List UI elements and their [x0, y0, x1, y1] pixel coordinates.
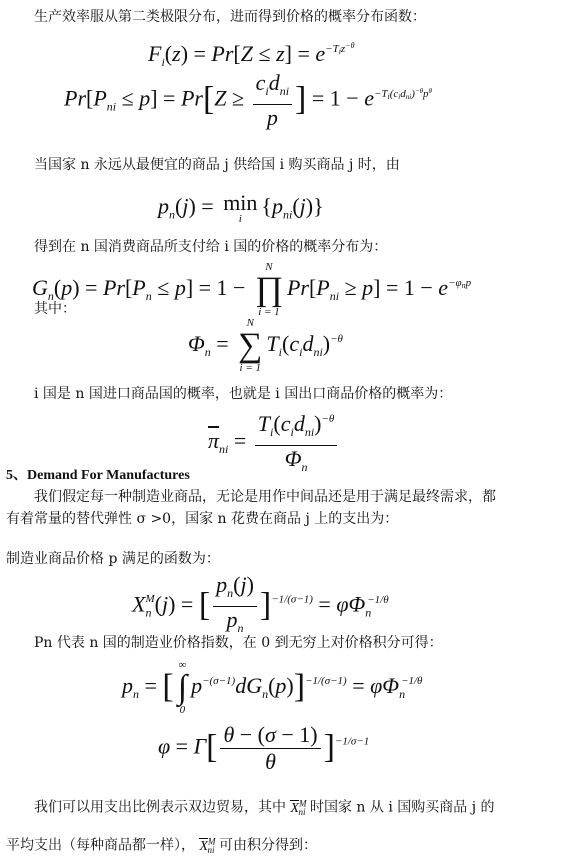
equation-Phi: $\Phi_n$ = N ∑ i = 1 $T_i(c_id_{ni})^{-\theta}$	[188, 317, 343, 374]
paragraph-line: Pn 代表 n 国的制造业价格指数，在 0 到无穷上对价格积分可得：	[34, 635, 443, 651]
equation-cdf-productivity: $F_i(z) = Pr[Z \le z] = e^{-T_iz^{-\theta}}$	[148, 41, 355, 69]
paragraph-line	[6, 832, 317, 859]
section-heading: 5、Demand For Manufactures	[6, 468, 190, 483]
equation-pi: $\overline{\pi}_{ni}$ = $\frac{T_i(c_id_{ni})^{-\theta}}{\Phi_n}$	[208, 406, 340, 480]
text-run: 时国家 n 从 i 国购买商品 j 的	[309, 799, 495, 816]
paragraph-line: 有着常量的替代弹性 σ >0，国家 n 花费在商品 j 上的支出为：	[6, 511, 399, 527]
text-run: 平均支出（每种商品都一样），	[6, 837, 195, 854]
symbol-xbar: $X^M_{ni}$	[199, 836, 216, 856]
text-run: 可由积分得到：	[218, 837, 317, 854]
paragraph-line: 当国家 n 永远从最便宜的商品 j 供给国 i 购买商品 j 时，由	[34, 157, 400, 173]
paragraph-line: 得到在 n 国消费商品所支付给 i 国的价格的概率分布为：	[34, 239, 388, 255]
equation-varphi: φ = Γ[ $\frac{\theta - (\sigma - 1)}{\theta}$ ]$^{-1/\sigma-1}$	[158, 722, 370, 774]
equation-price-distribution: $Pr[P_{ni} \le p] = Pr[Z$ ≥ $\frac{c_id_{ni}}{p}$ ] = $1 - e^{-T_i(c_id_{ni})^{-\theta}p^\theta}$	[64, 70, 432, 130]
paragraph-line: 生产效率服从第二类极限分布，进而得到价格的概率分布函数：	[34, 9, 426, 25]
paragraph-line: i 国是 n 国进口商品国的概率，也就是 i 国出口商品价格的概率为：	[34, 386, 453, 402]
equation-expenditure: $X_n^M(j)$ = [ $\frac{p_n(j)}{p_n}$ ]$^{-1/(\sigma-1)} = \varphi\Phi_n^{-1/\theta}$	[132, 572, 389, 635]
symbol-xbar: $X^M_{ni}$	[290, 798, 307, 818]
text-run: 我们可以用支出比例表示双边贸易，其中	[34, 799, 286, 816]
equation-min-price: $p_n(j)$ = min i $\{p_{ni}(j)\}$	[158, 190, 324, 225]
paragraph-line: 制造业商品价格 p 满足的函数为：	[6, 551, 220, 567]
equation-Gn: $G_n(p) = Pr[P_n \le p] = 1$ − N ∏ i = 1 $Pr[P_{ni} \ge p] = 1 - e^{-\varphi_np}$	[32, 261, 472, 318]
paragraph-line: 我们假定每一种制造业商品，无论是用作中间品还是用于满足最终需求，都	[34, 489, 496, 505]
equation-price-index: $p_n$ = [ ∞ ∫ 0 $p^{-(\sigma-1)}dG_n(p)]^{-1/(\sigma-1)} = \varphi\Phi_n^{-1/\theta}$	[122, 659, 423, 716]
paragraph-line	[34, 794, 495, 821]
paragraph-line: 其中：	[34, 301, 76, 317]
